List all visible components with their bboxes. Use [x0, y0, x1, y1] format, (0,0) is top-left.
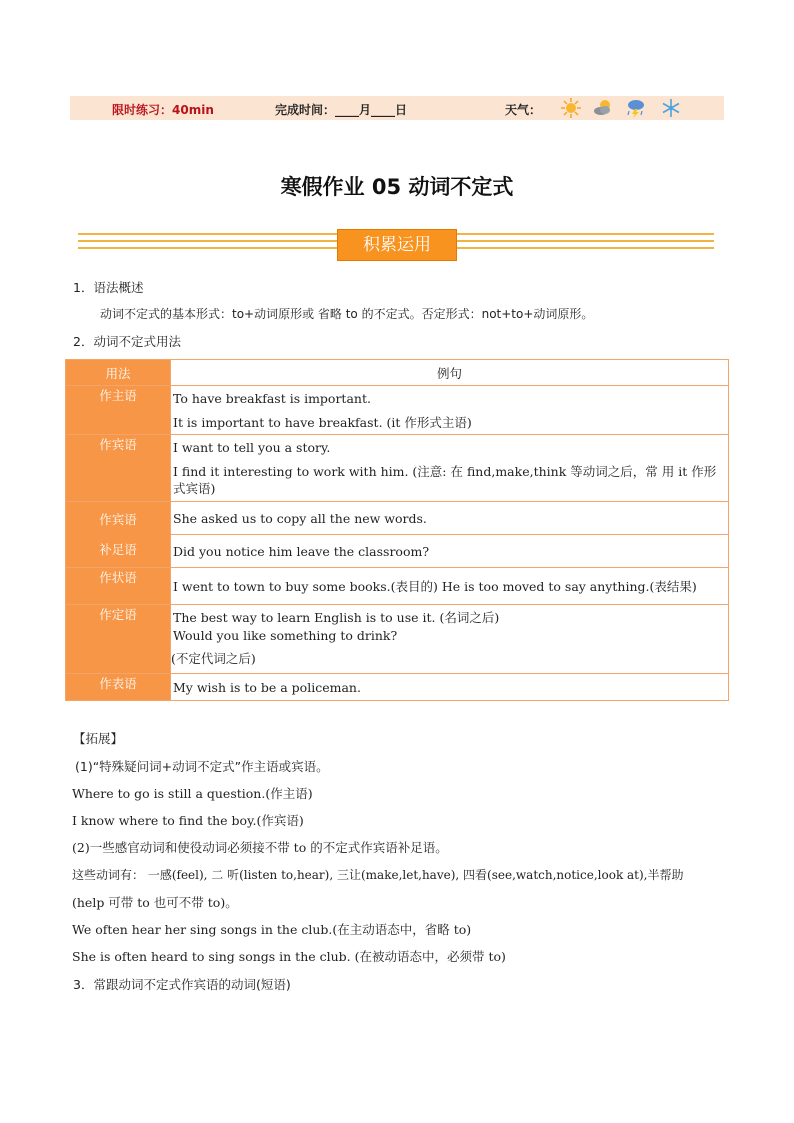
table-row — [66, 502, 729, 568]
snowflake-icon — [660, 97, 682, 119]
example-line: It is important to have breakfast. (it 作形式主语) — [173, 415, 472, 430]
expand-paragraph: She is often heard to sing songs in the club. (在被动语态中，必须带 to) — [72, 949, 506, 964]
example-cell — [171, 386, 729, 435]
usage-cell: 作定语 — [66, 605, 171, 674]
usage-cell — [66, 502, 171, 568]
usage-cell: 作宾语 — [66, 435, 171, 502]
example-line: I went to town to buy some books.(表目的) He is too moved to say anything.(表结果) — [173, 579, 697, 594]
sun-icon — [560, 97, 582, 119]
example-line: I find it interesting to work with him. (注意: 在 find,make,think 等动词之后，常 用 it 作形式宾语) — [173, 464, 717, 496]
example-line: Did you notice him leave the classroom? — [171, 534, 728, 567]
header-usage: 用法 — [66, 360, 171, 386]
completion-date: 完成时间：____月____日 — [275, 103, 408, 117]
example-line: Would you like something to drink? — [173, 628, 398, 643]
table-header-row — [66, 360, 729, 386]
expand-paragraph: I know where to find the boy.(作宾语) — [72, 813, 304, 828]
page-title: 寒假作业 05 动词不定式 — [280, 175, 514, 199]
example-line: I want to tell you a story. — [173, 440, 331, 455]
usage-cell-top: 作宾语 — [99, 512, 137, 527]
section1-heading: 1．语法概述 — [73, 280, 144, 295]
usage-cell: 作状语 — [66, 568, 171, 605]
section2-heading: 2．动词不定式用法 — [73, 334, 181, 349]
header-strip — [70, 96, 724, 120]
expand-paragraph: (2)一些感官动词和使役动词必须接不带 to 的不定式作宾语补足语。 — [72, 840, 448, 855]
partly-cloudy-icon — [592, 97, 614, 119]
usage-cell: 作主语 — [66, 386, 171, 435]
example-line: My wish is to be a policeman. — [173, 680, 361, 695]
expand-heading: 【拓展】 — [73, 731, 124, 746]
table-row — [66, 568, 729, 605]
example-cell — [171, 502, 729, 568]
expand-paragraph: 这些动词有： 一感(feel), 二 听(listen to,hear), 三让(make,let,have), 四看(see,watch,notice,look at),半帮助 — [72, 868, 684, 882]
weather-label: 天气： — [505, 103, 542, 117]
example-cell — [171, 435, 729, 502]
example-line: To have breakfast is important. — [173, 391, 371, 406]
expand-paragraph: (help 可带 to 也可不带 to)。 — [72, 895, 238, 910]
example-line: The best way to learn English is to use it. (名词之后) — [173, 610, 500, 625]
table-row — [66, 605, 729, 674]
thunderstorm-icon — [625, 97, 647, 119]
usage-table — [65, 359, 729, 701]
section1-text: 动词不定式的基本形式：to+动词原形或 省略 to 的不定式。否定形式：not+to+动词原形。 — [100, 307, 594, 321]
example-line: She asked us to copy all the new words. — [173, 511, 427, 526]
usage-cell: 作表语 — [66, 674, 171, 701]
table-row — [66, 386, 729, 435]
example-cell — [171, 568, 729, 605]
expand-paragraph: (1)“特殊疑问词+动词不定式”作主语或宾语。 — [75, 759, 329, 774]
expand-paragraph: Where to go is still a question.(作主语) — [72, 786, 313, 801]
table-row — [66, 435, 729, 502]
header-example: 例句 — [171, 360, 729, 386]
expand-paragraph: We often hear her sing songs in the club.(在主动语态中，省略 to) — [72, 922, 472, 937]
section3-heading: 3．常跟动词不定式作宾语的动词(短语) — [73, 977, 291, 992]
example-cell — [171, 605, 729, 674]
section-banner: 积累运用 — [337, 229, 457, 261]
table-row — [66, 674, 729, 701]
time-limit: 限时练习：40min — [112, 103, 214, 117]
usage-cell-bottom: 补足语 — [99, 542, 137, 557]
example-line: (不定代词之后) — [171, 651, 256, 666]
example-cell — [171, 674, 729, 701]
